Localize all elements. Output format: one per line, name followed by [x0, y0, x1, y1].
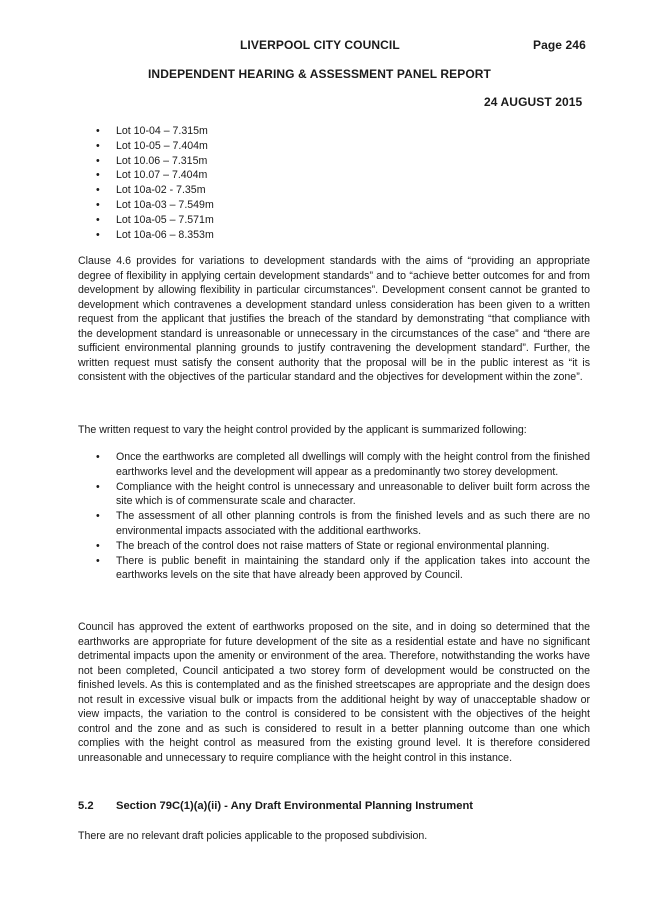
- clause-4-6-paragraph: Clause 4.6 provides for variations to development standards with the aims of “providing an appropriate degree of flexibility in applying certain development standards” and to “achieve better outcomes for and from development by allowing flexibility in particular circumstances”. Development consent cannot be granted to development which contravenes a development standard unless consideration has been given to a written request from the applicant that justifies the breach of the standard by demonstrating “that compliance with the development standard is unreasonable or unnecessary in the circumstances of the case” and “there are sufficient environmental planning grounds to justify contravening the development standard”. Further, the written request must satisfy the consent authority that the proposal will be in the public interest as “it is consistent with the objectives of the particular standard and the objectives for development within the zone”.: [78, 255, 590, 383]
- council-assessment-paragraph: Council has approved the extent of earthworks proposed on the site, and in doing so determined that the earthworks are appropriate for future development of the site as a residential estate and have no significant detrimental impacts upon the amenity or environment of the area. Therefore, notwithstanding the works have not been completed, Council anticipated a two storey form of development would be constructed on the finished levels. As this is contemplated and as the finished streetscapes are appropriate and the design does not result in excessive visual bulk or impacts from the additional height by way of unacceptable shadow or view impacts, the variation to the control is considered to be consistent with the objectives of the height control and the zone and as such is considered to result in a better planning outcome than one which complies with the height control as measured from the existing ground level. It is therefore considered unreasonable and unnecessary to require compliance with the height control in this instance.: [78, 621, 590, 764]
- section-title: Section 79C(1)(a)(ii) - Any Draft Environmental Planning Instrument: [116, 800, 473, 812]
- section-heading: [78, 800, 473, 812]
- list-item: • There is public benefit in maintaining the standard only if the application takes into account the earthworks levels on the site that have already been approved by Council.: [78, 554, 590, 583]
- list-item: • Lot 10-05 – 7.404m: [78, 139, 590, 154]
- report-title: INDEPENDENT HEARING & ASSESSMENT PANEL REPORT: [148, 67, 491, 81]
- report-date: 24 AUGUST 2015: [484, 95, 583, 109]
- council-name: LIVERPOOL CITY COUNCIL: [240, 38, 400, 52]
- page-number: Page 246: [533, 38, 586, 52]
- draft-policies-paragraph: There are no relevant draft policies applicable to the proposed subdivision.: [78, 830, 428, 842]
- list-item: • Lot 10a-05 – 7.571m: [78, 213, 590, 228]
- written-request-intro: The written request to vary the height control provided by the applicant is summarized following:: [78, 424, 527, 436]
- applicant-points-list: [78, 450, 590, 583]
- section-number: 5.2: [78, 800, 94, 812]
- list-item: • Lot 10.06 – 7.315m: [78, 154, 590, 169]
- list-item: • Lot 10a-06 – 8.353m: [78, 228, 590, 243]
- list-item: • The assessment of all other planning controls is from the finished levels and as such there are no environmental impacts associated with the additional earthworks.: [78, 509, 590, 538]
- lot-list: [78, 124, 590, 242]
- list-item: • The breach of the control does not raise matters of State or regional environmental planning.: [78, 539, 590, 554]
- list-item: • Lot 10.07 – 7.404m: [78, 168, 590, 183]
- list-item: • Lot 10a-03 – 7.549m: [78, 198, 590, 213]
- list-item: • Lot 10-04 – 7.315m: [78, 124, 590, 139]
- list-item: • Once the earthworks are completed all dwellings will comply with the height control from the finished earthworks level and the development will appear as a predominantly two storey development.: [78, 450, 590, 479]
- list-item: • Compliance with the height control is unnecessary and unreasonable to deliver built form across the site which is of commensurate scale and character.: [78, 480, 590, 509]
- list-item: • Lot 10a-02 - 7.35m: [78, 183, 590, 198]
